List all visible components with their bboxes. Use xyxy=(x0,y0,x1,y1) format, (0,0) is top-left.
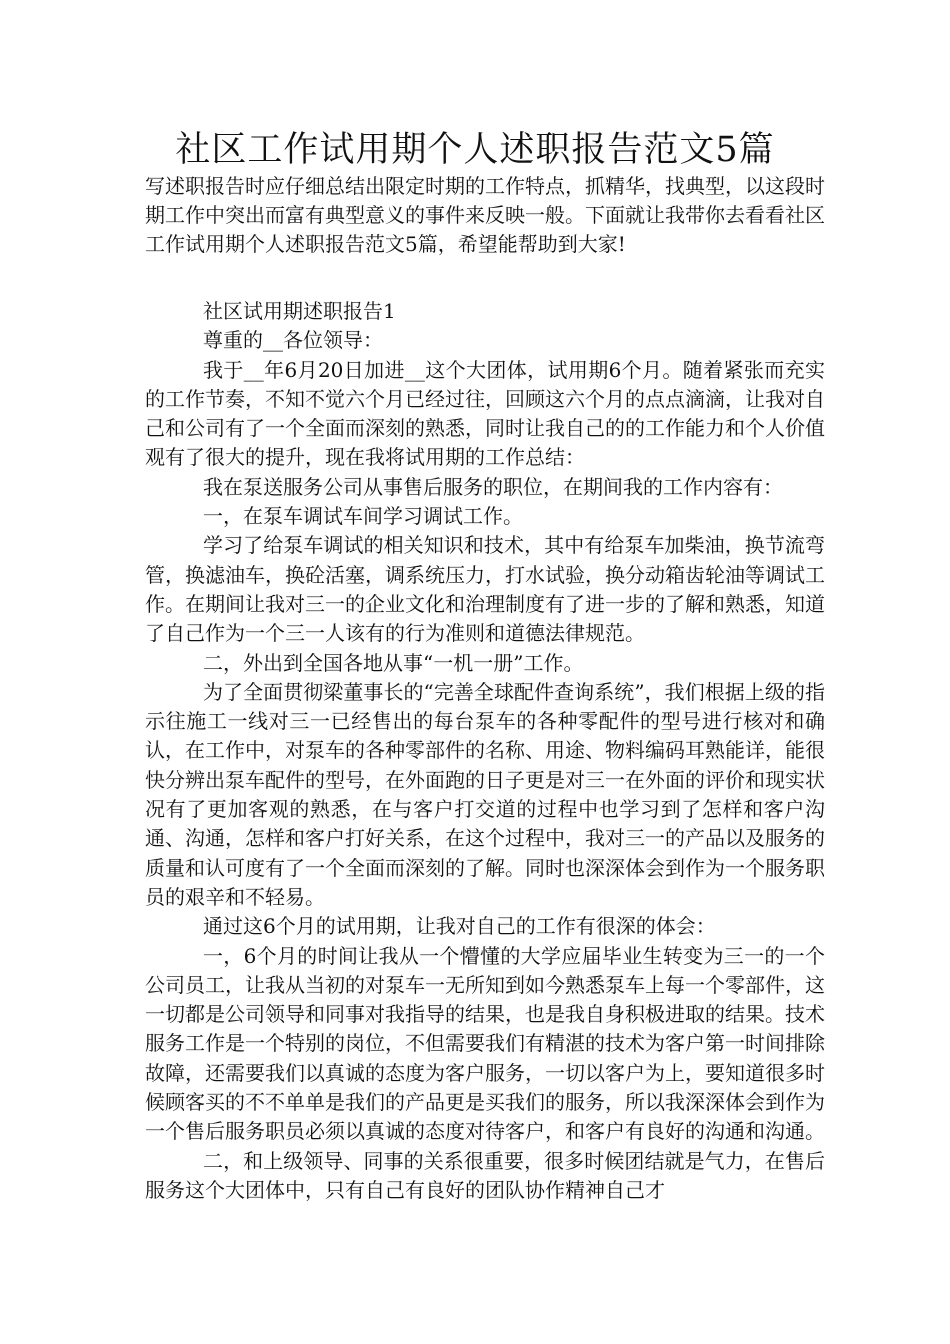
section-heading: 二，外出到全国各地从事“一机一册”工作。 xyxy=(203,650,584,675)
body-paragraph: 我于__年6月20日加进__这个大团体，试用期6个月。随着紧张而充实的工作节奏，不知不觉六个月已经过往，回顾这六个月的点点滴滴，让我对自己和公司有了一个全面而深刻的熟悉，同时让我自己的的工作能力和个人价值观有了很大的提升，现在我将试用期的工作总结： xyxy=(145,357,825,470)
body-paragraph: 我在泵送服务公司从事售后服务的职位，在期间我的工作内容有： xyxy=(203,474,783,499)
body-paragraph: 通过这6个月的试用期，让我对自己的工作有很深的体会： xyxy=(203,914,716,939)
body-paragraph: 为了全面贯彻梁董事长的“完善全球配件查询系统”，我们根据上级的指示往施工一线对三一已经售出的每台泵车的各种零配件的型号进行核对和确认，在工作中，对泵车的各种零部件的名称、用途、物料编码耳熟能详，能很快分辨出泵车配件的型号，在外面跑的日子更是对三一在外面的评价和现实状况有了更加客观的熟悉，在与客户打交道的过程中也学习到了怎样和客户沟通、沟通，怎样和客户打好关系，在这个过程中，我对三一的产品以及服务的质量和认可度有了一个全面而深刻的了解。同时也深深体会到作为一个服务职员的艰辛和不轻易。 xyxy=(145,679,825,909)
body-paragraph: 二，和上级领导、同事的关系很重要，很多时候团结就是气力，在售后服务这个大团体中，只有自己有良好的团队协作精神自己才 xyxy=(145,1148,825,1202)
intro-paragraph: 写述职报告时应仔细总结出限定时期的工作特点，抓精华，找典型，以这段时期工作中突出而富有典型意义的事件来反映一般。下面就让我带你去看看社区工作试用期个人述职报告范文5篇，希望能帮助到大家! xyxy=(145,174,825,256)
report-heading: 社区试用期述职报告1 xyxy=(203,299,396,323)
body-paragraph: 学习了给泵车调试的相关知识和技术，其中有给泵车加柴油，换节流弯管，换滤油车，换砼活塞，调系统压力，打水试验，换分动箱齿轮油等调试工作。在期间让我对三一的企业文化和治理制度有了进一步的了解和熟悉，知道了自己作为一个三一人该有的行为准则和道德法律规范。 xyxy=(145,533,825,646)
document-title: 社区工作试用期个人述职报告范文5篇 xyxy=(175,130,775,170)
section-heading: 一，在泵车调试车间学习调试工作。 xyxy=(203,504,523,529)
salutation: 尊重的__各位领导： xyxy=(203,328,383,353)
report-body xyxy=(145,297,825,1205)
body-paragraph: 一，6个月的时间让我从一个懵懂的大学应届毕业生转变为三一的一个公司员工，让我从当初的对泵车一无所知到如今熟悉泵车上每一个零部件，这一切都是公司领导和同事对我指导的结果，也是我自身积极进取的结果。技术服务工作是一个特别的岗位，不但需要我们有精湛的技术为客户第一时间排除故障，还需要我们以真诚的态度为客户服务，一切以客户为上，要知道很多时候顾客买的不不单单是我们的产品更是买我们的服务，所以我深深体会到作为一个售后服务职员必须以真诚的态度对待客户，和客户有良好的沟通和沟通。 xyxy=(145,943,825,1144)
